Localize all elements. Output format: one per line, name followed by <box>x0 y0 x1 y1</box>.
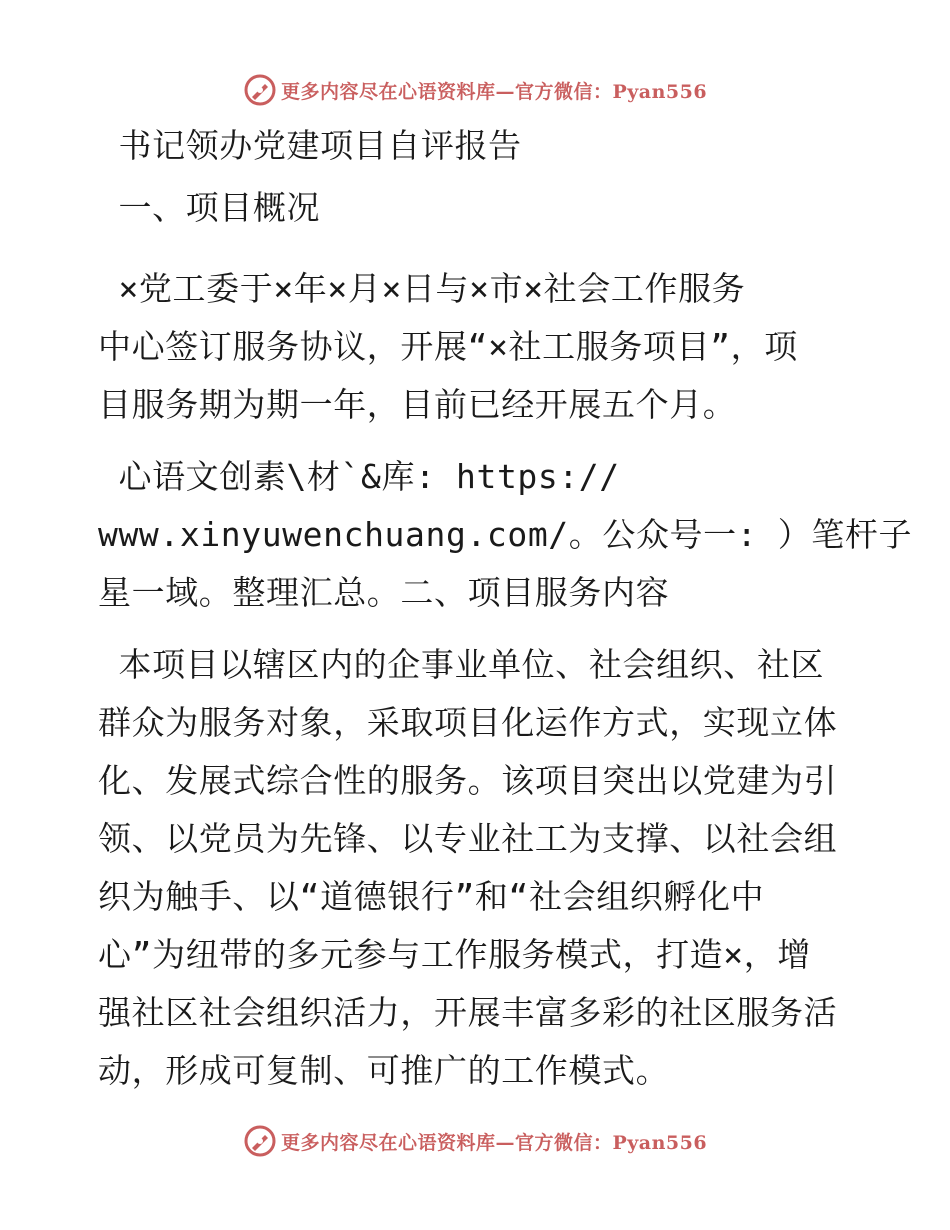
text-line: 中心签订服务协议，开展“×社工服务项目”，项 <box>98 327 798 366</box>
paragraph-services <box>98 636 858 1100</box>
pen-logo-icon <box>243 1124 277 1158</box>
text-line: 星一域。整理汇总。二、项目服务内容 <box>98 573 670 612</box>
text-line: 目服务期为期一年，目前已经开展五个月。 <box>98 385 737 424</box>
watermark-banner-top <box>0 70 950 110</box>
text-line: 织为触手、以“道德银行”和“社会组织孵化中 <box>98 877 765 916</box>
text-line: 本项目以辖区内的企事业单位、社会组织、社区 <box>98 645 825 684</box>
text-line: 强社区社会组织活力，开展丰富多彩的社区服务活 <box>98 993 838 1032</box>
pen-logo-icon <box>243 73 277 107</box>
document-body <box>98 124 913 1114</box>
watermark-banner-bottom <box>0 1121 950 1161</box>
watermark-text: 更多内容尽在心语资料库—官方微信：Pyan556 <box>280 80 708 103</box>
text-line: 动，形成可复制、可推广的工作模式。 <box>98 1051 670 1090</box>
text-line: 领、以党员为先锋、以专业社工为支撑、以社会组 <box>98 819 838 858</box>
text-line: ×党工委于×年×月×日与×市×社会工作服务 <box>98 269 746 308</box>
text-line: www.xinyuwenchuang.com/。公众号一: ）笔杆子 <box>98 515 913 554</box>
text-line: 化、发展式综合性的服务。该项目突出以党建为引 <box>98 761 838 800</box>
watermark-text: 更多内容尽在心语资料库—官方微信：Pyan556 <box>280 1131 708 1154</box>
section-heading: 一、项目概况 <box>98 188 321 227</box>
paragraph-source <box>98 448 913 622</box>
paragraph-overview <box>98 260 858 434</box>
text-line: 心语文创素\材`&库: https:// <box>98 457 620 496</box>
text-line: 心”为纽带的多元参与工作服务模式，打造×，增 <box>98 935 811 974</box>
text-line: 群众为服务对象，采取项目化运作方式，实现立体 <box>98 703 838 742</box>
document-title: 书记领办党建项目自评报告 <box>98 126 522 165</box>
